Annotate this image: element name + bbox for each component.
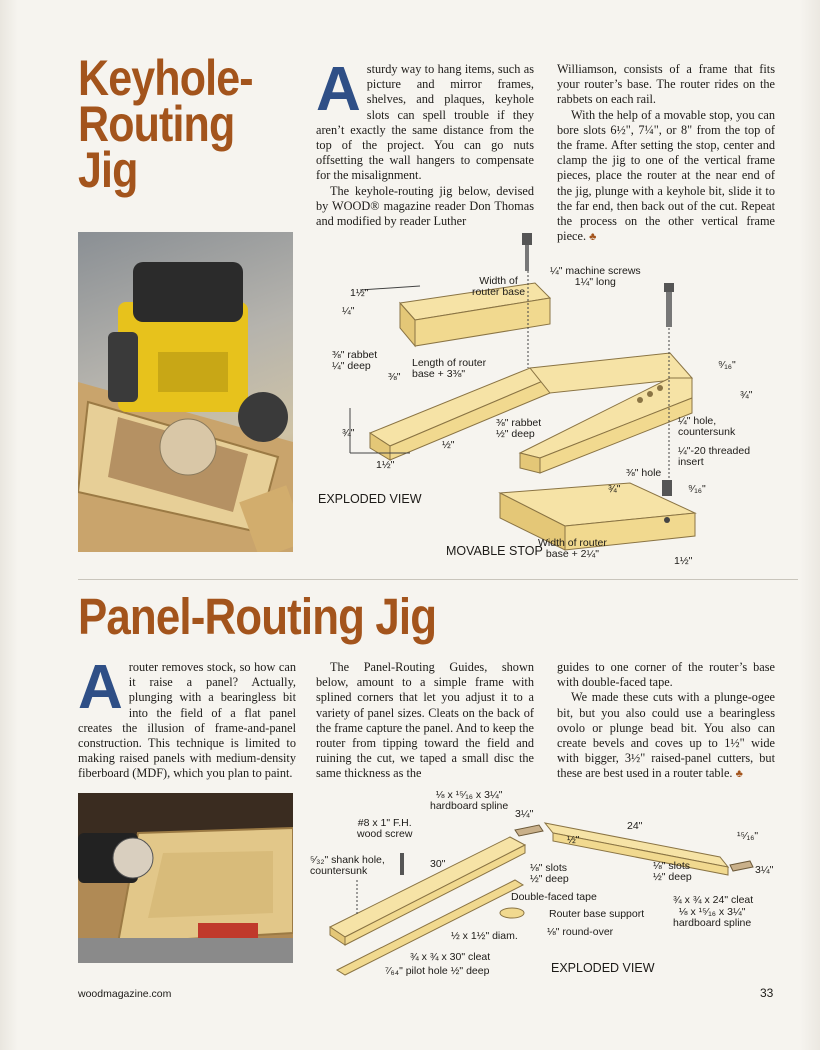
label-width-router-base: Width of router base [472, 275, 526, 298]
dropcap: A [316, 55, 361, 124]
section-divider [78, 579, 798, 580]
label-shank: ⁵⁄₃₂" shank hole, countersunk [310, 854, 385, 877]
label-rabbet-38b: ⅜" rabbet ½" deep [496, 417, 542, 440]
label-tape: Double-faced tape [511, 891, 597, 903]
movable-stop-label: MOVABLE STOP [446, 544, 543, 558]
panel-routing-photo [78, 793, 293, 963]
label-1-5c: 1½" [674, 555, 693, 567]
keyhole-jig-exploded-view [300, 228, 800, 573]
article2-paragraph-1: router removes stock, so how can it raise a panel? Actually, plunging with a bearingless bit into the field of a flat panel creates the illusion of frame-and-panel construction. This technique is limited to making raised panels with medium-density fiberboard (MDF), which you plan to paint. [78, 660, 296, 781]
article2-column-3 [557, 660, 775, 783]
exploded-view-label-2: EXPLODED VIEW [551, 961, 655, 975]
label-spline-top: ⅛ x ¹⁵⁄₁₆ x 3¼" hardboard spline [430, 789, 509, 812]
label-slots-2: ⅛" slots ½" deep [653, 860, 692, 883]
article1-column-1 [316, 55, 534, 229]
article1-title [78, 50, 253, 198]
label-30: 30" [430, 858, 446, 870]
label-pilot: ⁷⁄₆₄" pilot hole ½" deep [385, 965, 490, 977]
title-line-3: Jig [78, 142, 138, 198]
label-314a: 3¼" [515, 808, 534, 820]
article1-paragraph-1: sturdy way to hang items, such as picture and mirror frames, shelves, and plaques, keyhole slots can spell trouble if they aren’t exactly the same distance from the top of the project. You can go nuts offsetting the wall hangers to compensate for the misalignment. [316, 62, 534, 183]
label-34c: ¾" [608, 483, 621, 495]
label-1-5b: 1½" [376, 459, 395, 471]
label-12: ½" [567, 834, 580, 846]
page-number: 33 [760, 986, 774, 1000]
label-slots-1: ⅛" slots ½" deep [530, 862, 569, 885]
label-hole-38: ⅜" hole [626, 467, 662, 479]
label-34a: ¾" [740, 389, 753, 401]
label-hole-countersunk: ¼" hole, countersunk [678, 415, 736, 438]
article2-paragraph-2: The Panel-Routing Guides, shown below, amount to a simple frame with splined corners that let you adjust it to a variety of panel sizes. Cleats on the back of the frame capture the panel. And to keep the router from tipping toward the field and ruining the cut, we taped a small disc the same thickness as the [316, 660, 534, 781]
label-cleat30: ¾ x ¾ x 30" cleat [410, 951, 491, 963]
label-width-router-plus: Width of router base + 2¼" [538, 537, 607, 560]
panel-jig-exploded-view [305, 785, 800, 980]
end-mark-icon: ♣ [589, 231, 597, 244]
label-threaded-insert: ¼"-20 threaded insert [678, 445, 751, 468]
label-roundover: ⅛" round-over [547, 926, 614, 938]
article2-column-2 [316, 660, 534, 782]
label-cleat24: ¾ x ¾ x 24" cleat [673, 894, 754, 906]
label-router-support: Router base support [549, 908, 645, 920]
label-length-router: Length of router base + 3⅜" [412, 357, 487, 380]
title-line-1: Keyhole- [78, 50, 253, 106]
label-spline-bottom: ⅛ x ¹⁵⁄₁₆ x 3¼" hardboard spline [673, 906, 752, 929]
article2-paragraph-3: guides to one corner of the router’s base with double-faced tape. [557, 660, 775, 690]
article2-column-1 [78, 653, 296, 782]
end-mark-icon-2: ♣ [735, 768, 743, 781]
article1-paragraph-2: The keyhole-routing jig below, devised by WOOD® magazine reader Don Thomas and modified by reader Luther [316, 183, 534, 229]
label-quarter: ¼" [342, 305, 355, 317]
article2-paragraph-4: We made these cuts with a plunge-ogee bit, but you also could use a bearingless ovolo or plunge bead bit. You also can create bevels and coves up to 1½" wide with bigger, 3½" raised-panel cutters, but these are best used in a router table. [557, 690, 775, 781]
label-1-5a: 1½" [350, 287, 369, 299]
dropcap-2: A [78, 653, 123, 722]
label-rabbet-38: ⅜" rabbet ¼" deep [332, 349, 378, 372]
label-24: 24" [627, 820, 643, 832]
label-38: ⅜" [388, 371, 401, 383]
article1-paragraph-3: Williamson, consists of a frame that fits your router’s base. The router rides on the rabbets on each rail. [557, 62, 775, 107]
article2-title: Panel-Routing Jig [78, 588, 437, 645]
label-916a: ⁹⁄₁₆" [718, 359, 736, 371]
label-34b: ¾" [342, 427, 355, 439]
label-machine-screws: ¼" machine screws 1¼" long [550, 265, 641, 288]
site-url: woodmagazine.com [78, 988, 172, 1000]
label-12: ½" [442, 439, 455, 451]
exploded-view-label: EXPLODED VIEW [318, 492, 422, 506]
article1-column-2 [557, 62, 775, 245]
label-1516: ¹⁵⁄₁₆" [737, 830, 759, 842]
label-screw: #8 x 1" F.H. wood screw [357, 817, 413, 840]
label-disc: ½ x 1½" diam. [451, 930, 518, 942]
router-jig-photo [78, 232, 293, 552]
article1-paragraph-4: With the help of a movable stop, you can bore slots 6½", 7¼", or 8" from the top of the frame. After setting the stop, center and clamp the jig to one of the vertical frame pieces, place the router at the near end of the jig, plunge with a keyhole bit, slide it to the far end, then back out of the cut. Repeat the process on the other vertical frame piece. [557, 107, 775, 244]
label-314b: 3¼" [755, 864, 774, 876]
title-line-2: Routing [78, 96, 235, 152]
label-916b: ⁹⁄₁₆" [688, 483, 706, 495]
